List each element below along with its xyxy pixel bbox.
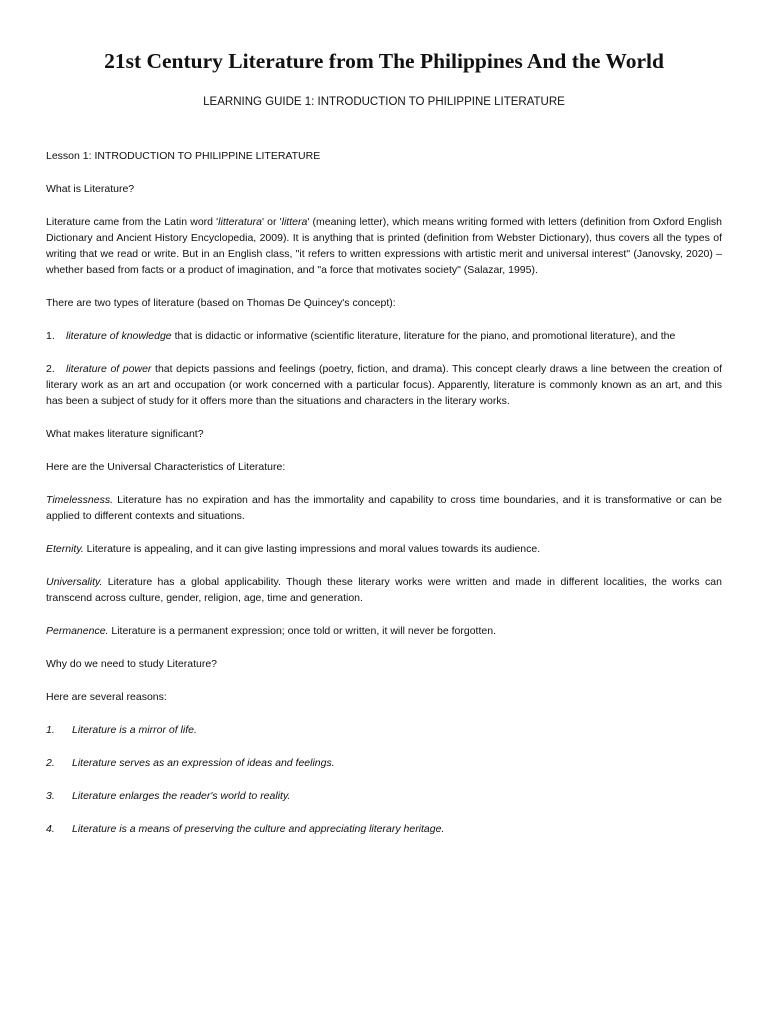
latin-term-litteratura: litteratura [218,216,262,228]
text-span: Literature has a global applicability. Though these literary works were written and made in different localities, the works can transcend across culture, gender, religion, age, time and generation. [46,576,722,604]
text-span: Literature came from the Latin word ' [46,216,219,228]
reason-text: Literature serves as an expression of ideas and feelings. [72,757,335,769]
reason-item [46,722,722,738]
section-heading-what-is-literature: What is Literature? [46,183,135,195]
section-heading-why-study: Why do we need to study Literature? [46,658,218,670]
text-span: Literature has no expiration and has the immortality and capability to cross time boundaries, and it is transformative or can be applied to different contexts and situations. [46,494,722,522]
document-title: 21st Century Literature from The Philippines And the World [104,49,664,73]
learning-guide-title: LEARNING GUIDE 1: INTRODUCTION TO PHILIPPINE LITERATURE [203,96,565,108]
text-span: Literature is appealing, and it can give lasting impressions and moral values towards its audience. [83,543,541,555]
text-span: ' (meaning letter), which means writing formed with letters (definition from Oxford English Dictionary and Ancient History Encyclopedia, 2009). It is anything that is printed (definition from Webster Dictionary), thus covers all the types of writing that we read or write. But in an English class, "it refers to written expressions with artistic merit and universal interest" (Janovsky, 2020) – whether based from facts or a product of imagination, and "a force that motivates society" (Salazar, 1995). [46,216,722,276]
term-timelessness: Timelessness. [46,494,114,506]
reasons-list [46,722,722,837]
characteristic-universality [46,574,722,606]
text-span: ' or ' [261,216,282,228]
type-knowledge-paragraph [46,328,722,344]
list-number: 1. [46,724,55,736]
text-span: that depicts passions and feelings (poetry, fiction, and drama). This concept clearly draws a line between the creation of literary work as an art and occupation (or work concerned with a particular focus). Apparently, literature is commonly known as an art, and this has been a subject of study for it offers more than the situations and characters in the literary works. [46,363,722,407]
section-heading-significance: What makes literature significant? [46,428,204,440]
characteristics-intro: Here are the Universal Characteristics of Literature: [46,461,286,473]
characteristic-eternity [46,541,722,557]
literature-definition-paragraph [46,214,722,278]
term-permanence: Permanence. [46,625,109,637]
types-intro-paragraph: There are two types of literature (based on Thomas De Quincey's concept): [46,297,396,309]
reason-text: Literature is a mirror of life. [72,724,197,736]
text-span: that is didactic or informative (scientific literature, literature for the piano, and promotional literature), and the [171,330,676,342]
latin-term-littera: littera [281,216,308,228]
list-number: 4. [46,823,55,835]
reasons-intro: Here are several reasons: [46,691,167,703]
reason-item [46,755,722,771]
term-universality: Universality. [46,576,103,588]
reason-text: Literature is a means of preserving the culture and appreciating literary heritage. [72,823,445,835]
characteristic-timelessness [46,492,722,524]
lesson-title: Lesson 1: INTRODUCTION TO PHILIPPINE LITERATURE [46,150,321,162]
list-number: 2. [46,363,55,375]
list-number: 3. [46,790,55,802]
list-number: 2. [46,757,55,769]
reason-item [46,788,722,804]
term-eternity: Eternity. [46,543,84,555]
term-literature-of-knowledge: literature of knowledge [66,330,172,342]
text-span: Literature is a permanent expression; once told or written, it will never be forgotten. [108,625,496,637]
reason-item [46,821,722,837]
list-number: 1. [46,330,55,342]
term-literature-of-power: literature of power [66,363,152,375]
reason-text: Literature enlarges the reader's world to reality. [72,790,291,802]
type-power-paragraph [46,361,722,409]
characteristic-permanence [46,623,722,639]
